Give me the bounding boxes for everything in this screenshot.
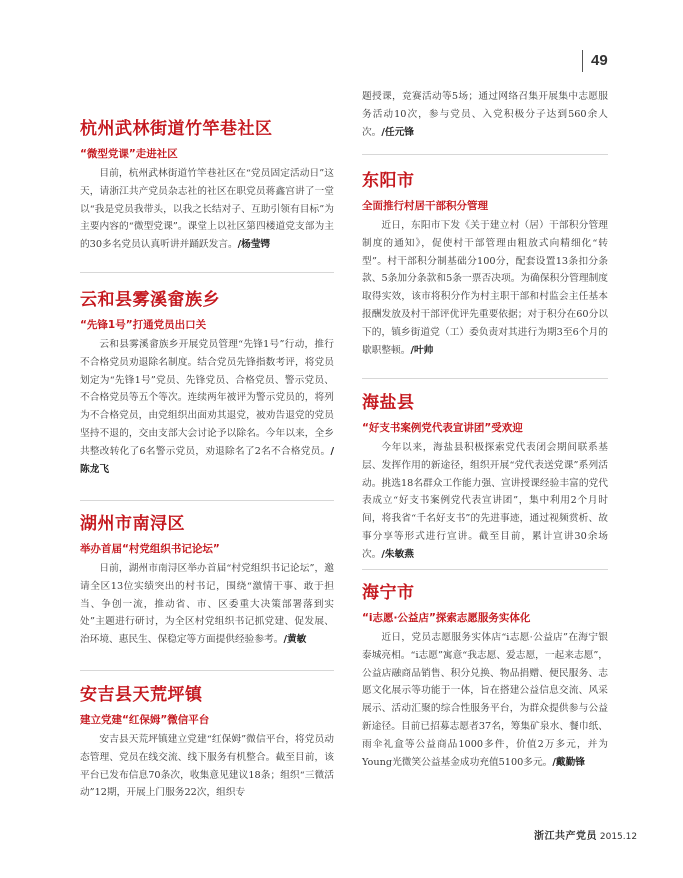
article-body (362, 629, 608, 771)
article-region: 海盐县 (362, 393, 415, 413)
article-text: 近日，党员志愿服务实体店“i志愿·公益店”在海宁银泰城亮相。“i志愿”寓意“我志愿、爱志愿，一起来志愿”，公益店融商品销售、积分兑换、物品捐赠、便民服务、志愿文化展示等功能于一体，旨在搭建公益信息交流、风采展示、活动汇聚的综合性服务平台，为群众提供参与公益新途径。目前已招募志愿者37名，筹集矿泉水、餐巾纸、雨伞礼盒等公益商品1000多件，价值2万多元，并为Young光微笑公益基金成功充值5100多元。 (362, 632, 608, 768)
article-haining (362, 582, 608, 771)
page-number: 49 (582, 50, 608, 72)
article-anji (80, 684, 334, 802)
article-text: 日前，湖州市南浔区举办首届“村党组织书记论坛”，邀请全区13位实绩突出的村书记，围绕“激情干事、敢于担当、争创一流，推动省、市、区委重大决策部署落到实处”主题进行研讨，为全区村党组织书记抓党建、促发展、治环境、惠民生、保稳定等方面提供经验参考。 (80, 563, 334, 646)
divider (80, 500, 334, 501)
article-region: 湖州市南浔区 (80, 514, 185, 534)
article-text: 目前，杭州武林街道竹竿巷社区在“党员固定活动日”这天，请浙江共产党员杂志社的社区在职党员蒋鑫宫讲了一堂以“我是党员我带头，以我之长结对子、互助引领有目标”为主要内容的“微型党课”。课堂上以社区第四楼道党支部为主的30多名党员认真听讲并踊跃发言。 (80, 168, 334, 251)
article-body (80, 336, 334, 478)
divider (80, 670, 334, 671)
article-region: 云和县雾溪畲族乡 (80, 290, 220, 310)
article-region: 杭州武林街道竹竿巷社区 (80, 119, 273, 139)
divider (80, 272, 334, 273)
divider (362, 154, 608, 155)
article-headline: 建立党建“红保姆”微信平台 (80, 714, 210, 726)
article-headline: “好支书案例党代表宣讲团”受欢迎 (362, 422, 523, 434)
article-region: 东阳市 (362, 171, 415, 191)
article-headline: “先锋1号”打通党员出口关 (80, 319, 207, 331)
divider (362, 569, 608, 570)
article-body (362, 88, 608, 141)
magazine-name: 浙江共产党员 (534, 831, 597, 842)
article-text: 云和县雾溪畲族乡开展党员管理“先锋1号”行动，推行不合格党员劝退除名制度。结合党员先锋指数考评，将党员划定为“先锋1号”党员、先锋党员、合格党员、警示党员、不合格党员等五个等次。连续两年被评为警示党员的，将列为不合格党员，由党组织出面劝其退党，被劝告退党的党员坚持不退的，交由支部大会讨论予以除名。今年以来，全乡共整改转化了6名警示党员，劝退除名了2名不合格党员。 (80, 339, 334, 457)
article-author: /黄敏 (283, 634, 307, 646)
article-author: /朱敏燕 (381, 548, 414, 560)
article-dongyang (362, 170, 608, 359)
divider (362, 378, 608, 379)
footer (534, 827, 637, 842)
article-body (80, 165, 334, 254)
issue-date: 2015.12 (599, 832, 638, 842)
article-headline: 举办首届“村党组织书记论坛” (80, 543, 220, 555)
article-text: 题授课，竞赛活动等5场；通过网络召集开展集中志愿服务活动10次，参与党员、入党积极分子达到560余人次。 (362, 91, 608, 138)
article-author: /杨莹锷 (237, 239, 271, 251)
article-text: 近日，东阳市下发《关于建立村（居）干部积分管理制度的通知》，促使村干部管理由粗放式向精细化“转型”。村干部积分制基础分100分，配套设置13条扣分条款、5条加分条款和5条一票否决项。为确保积分管理制度取得实效，该市将积分作为村主职干部和村监会主任基本报酬发放及村干部评优评先重要依据；对于积分在60分以下的，镇乡街道党（工）委负责对其进行为期3至6个月的歇职整顿。 (362, 220, 608, 356)
article-body (80, 560, 334, 649)
article-yunhe (80, 289, 334, 478)
article-body (362, 439, 608, 564)
article-haiyan (362, 392, 608, 564)
article-anji-continued (362, 88, 608, 141)
article-author: /任元锋 (381, 126, 414, 138)
article-headline: 全面推行村居干部积分管理 (362, 200, 488, 212)
article-author: /叶帅 (410, 344, 434, 356)
article-author: /陈龙飞 (80, 445, 334, 475)
article-text: 安吉县天荒坪镇建立党建“红保姆”微信平台，将党员动态管理、党员在线交流、线下服务有机整合。截至目前，该平台已发布信息70条次，收集意见建议18条；组织“三微活动”12期，开展上门服务22次，组织专 (80, 734, 334, 799)
article-headline: “微型党课”走进社区 (80, 148, 178, 160)
article-headline: “i志愿·公益店”探索志愿服务实体化 (362, 612, 531, 624)
article-region: 海宁市 (362, 583, 415, 603)
article-body (362, 217, 608, 359)
article-body (80, 731, 334, 802)
article-wulin (80, 118, 334, 254)
article-text: 今年以来，海盐县积极探索党代表闭会期间联系基层、发挥作用的新途径，组织开展“党代表送党课”系列活动。挑选18名群众工作能力强、宣讲授课经验丰富的党代表成立“好支书案例党代表宣讲团”，集中利用2个月时间，将我省“千名好支书”的先进事迹，通过视频赏析、故事分享等形式进行宣讲。截至目前，累计宣讲30余场次。 (362, 442, 608, 560)
article-author: /戴勤锋 (552, 756, 585, 768)
article-nanxun (80, 513, 334, 649)
article-region: 安吉县天荒坪镇 (80, 685, 203, 705)
